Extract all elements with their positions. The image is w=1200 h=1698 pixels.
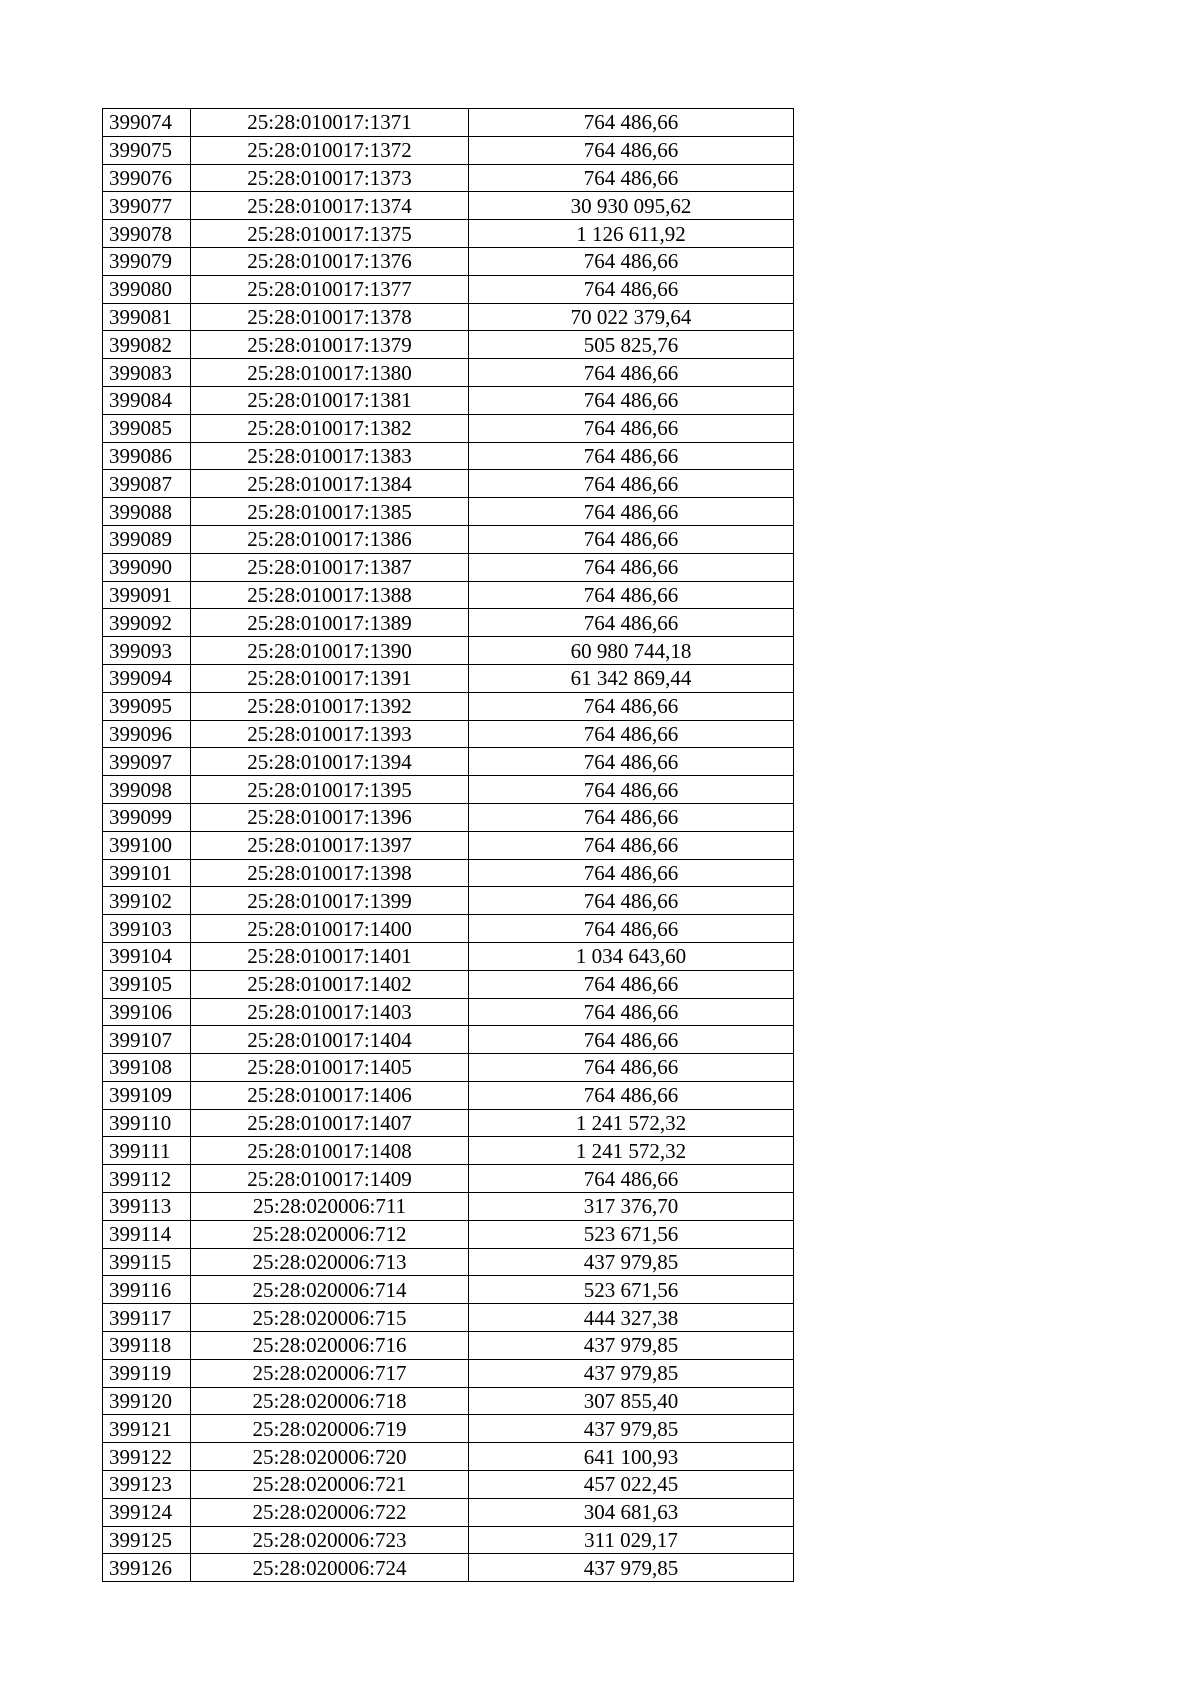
row-id-cell: 399126 xyxy=(103,1554,191,1582)
row-id-cell: 399074 xyxy=(103,109,191,137)
row-id-cell: 399100 xyxy=(103,831,191,859)
table-row xyxy=(103,164,794,192)
cadastral-value-cell: 764 486,66 xyxy=(469,859,794,887)
row-id-cell: 399080 xyxy=(103,275,191,303)
cadastral-number-cell: 25:28:020006:715 xyxy=(191,1304,469,1332)
row-id-cell: 399122 xyxy=(103,1443,191,1471)
table-row xyxy=(103,1220,794,1248)
cadastral-number-cell: 25:28:020006:711 xyxy=(191,1193,469,1221)
cadastral-value-cell: 764 486,66 xyxy=(469,776,794,804)
cadastral-number-cell: 25:28:010017:1405 xyxy=(191,1054,469,1082)
cadastral-value-cell: 764 486,66 xyxy=(469,581,794,609)
cadastral-number-cell: 25:28:010017:1380 xyxy=(191,359,469,387)
row-id-cell: 399118 xyxy=(103,1332,191,1360)
cadastral-number-cell: 25:28:020006:721 xyxy=(191,1471,469,1499)
cadastral-number-cell: 25:28:010017:1378 xyxy=(191,303,469,331)
row-id-cell: 399097 xyxy=(103,748,191,776)
cadastral-value-cell: 437 979,85 xyxy=(469,1248,794,1276)
table-row xyxy=(103,1193,794,1221)
cadastral-value-cell: 764 486,66 xyxy=(469,275,794,303)
row-id-cell: 399101 xyxy=(103,859,191,887)
cadastral-value-cell: 437 979,85 xyxy=(469,1554,794,1582)
cadastral-number-cell: 25:28:010017:1371 xyxy=(191,109,469,137)
cadastral-value-cell: 764 486,66 xyxy=(469,247,794,275)
cadastral-number-cell: 25:28:010017:1395 xyxy=(191,776,469,804)
cadastral-value-cell: 764 486,66 xyxy=(469,164,794,192)
row-id-cell: 399079 xyxy=(103,247,191,275)
row-id-cell: 399108 xyxy=(103,1054,191,1082)
table-row xyxy=(103,831,794,859)
row-id-cell: 399116 xyxy=(103,1276,191,1304)
cadastral-value-cell: 764 486,66 xyxy=(469,498,794,526)
cadastral-number-cell: 25:28:010017:1374 xyxy=(191,192,469,220)
table-row xyxy=(103,442,794,470)
table-row xyxy=(103,109,794,137)
table-row xyxy=(103,887,794,915)
row-id-cell: 399092 xyxy=(103,609,191,637)
cadastral-number-cell: 25:28:010017:1397 xyxy=(191,831,469,859)
row-id-cell: 399082 xyxy=(103,331,191,359)
table-row xyxy=(103,220,794,248)
cadastral-number-cell: 25:28:010017:1399 xyxy=(191,887,469,915)
cadastral-number-cell: 25:28:010017:1396 xyxy=(191,803,469,831)
cadastral-value-cell: 437 979,85 xyxy=(469,1359,794,1387)
table-row xyxy=(103,553,794,581)
row-id-cell: 399088 xyxy=(103,498,191,526)
table-row xyxy=(103,1471,794,1499)
row-id-cell: 399102 xyxy=(103,887,191,915)
row-id-cell: 399119 xyxy=(103,1359,191,1387)
cadastral-number-cell: 25:28:020006:718 xyxy=(191,1387,469,1415)
cadastral-value-cell: 457 022,45 xyxy=(469,1471,794,1499)
cadastral-number-cell: 25:28:010017:1381 xyxy=(191,386,469,414)
cadastral-value-cell: 764 486,66 xyxy=(469,1081,794,1109)
row-id-cell: 399094 xyxy=(103,664,191,692)
cadastral-number-cell: 25:28:010017:1400 xyxy=(191,915,469,943)
table-row xyxy=(103,581,794,609)
table-row xyxy=(103,637,794,665)
table-body xyxy=(103,109,794,1582)
cadastral-value-cell: 641 100,93 xyxy=(469,1443,794,1471)
cadastral-value-cell: 764 486,66 xyxy=(469,1165,794,1193)
table-row xyxy=(103,1165,794,1193)
cadastral-value-cell: 764 486,66 xyxy=(469,692,794,720)
cadastral-number-cell: 25:28:010017:1388 xyxy=(191,581,469,609)
table-row xyxy=(103,1054,794,1082)
cadastral-value-cell: 764 486,66 xyxy=(469,970,794,998)
cadastral-number-cell: 25:28:010017:1373 xyxy=(191,164,469,192)
cadastral-value-cell: 444 327,38 xyxy=(469,1304,794,1332)
row-id-cell: 399083 xyxy=(103,359,191,387)
row-id-cell: 399078 xyxy=(103,220,191,248)
row-id-cell: 399117 xyxy=(103,1304,191,1332)
cadastral-number-cell: 25:28:010017:1376 xyxy=(191,247,469,275)
cadastral-number-cell: 25:28:020006:716 xyxy=(191,1332,469,1360)
cadastral-value-cell: 1 034 643,60 xyxy=(469,942,794,970)
cadastral-value-cell: 1 126 611,92 xyxy=(469,220,794,248)
cadastral-value-cell: 70 022 379,64 xyxy=(469,303,794,331)
cadastral-value-cell: 61 342 869,44 xyxy=(469,664,794,692)
cadastral-number-cell: 25:28:010017:1379 xyxy=(191,331,469,359)
cadastral-number-cell: 25:28:010017:1375 xyxy=(191,220,469,248)
cadastral-value-cell: 764 486,66 xyxy=(469,915,794,943)
cadastral-number-cell: 25:28:010017:1403 xyxy=(191,998,469,1026)
table-row xyxy=(103,1443,794,1471)
cadastral-number-cell: 25:28:020006:722 xyxy=(191,1498,469,1526)
row-id-cell: 399096 xyxy=(103,720,191,748)
cadastral-number-cell: 25:28:010017:1404 xyxy=(191,1026,469,1054)
cadastral-number-cell: 25:28:010017:1408 xyxy=(191,1137,469,1165)
cadastral-number-cell: 25:28:010017:1385 xyxy=(191,498,469,526)
table-row xyxy=(103,1415,794,1443)
row-id-cell: 399081 xyxy=(103,303,191,331)
row-id-cell: 399123 xyxy=(103,1471,191,1499)
row-id-cell: 399087 xyxy=(103,470,191,498)
cadastral-value-cell: 764 486,66 xyxy=(469,1054,794,1082)
row-id-cell: 399124 xyxy=(103,1498,191,1526)
cadastral-value-cell: 437 979,85 xyxy=(469,1415,794,1443)
cadastral-number-cell: 25:28:020006:714 xyxy=(191,1276,469,1304)
cadastral-value-cell: 505 825,76 xyxy=(469,331,794,359)
cadastral-number-cell: 25:28:010017:1382 xyxy=(191,414,469,442)
table-row xyxy=(103,942,794,970)
cadastral-value-cell: 311 029,17 xyxy=(469,1526,794,1554)
row-id-cell: 399095 xyxy=(103,692,191,720)
cadastral-number-cell: 25:28:010017:1372 xyxy=(191,136,469,164)
row-id-cell: 399089 xyxy=(103,525,191,553)
row-id-cell: 399125 xyxy=(103,1526,191,1554)
table-row xyxy=(103,359,794,387)
row-id-cell: 399113 xyxy=(103,1193,191,1221)
cadastral-number-cell: 25:28:020006:720 xyxy=(191,1443,469,1471)
row-id-cell: 399109 xyxy=(103,1081,191,1109)
row-id-cell: 399110 xyxy=(103,1109,191,1137)
cadastral-value-cell: 1 241 572,32 xyxy=(469,1109,794,1137)
cadastral-value-cell: 764 486,66 xyxy=(469,553,794,581)
row-id-cell: 399098 xyxy=(103,776,191,804)
row-id-cell: 399105 xyxy=(103,970,191,998)
table-row xyxy=(103,998,794,1026)
cadastral-number-cell: 25:28:020006:724 xyxy=(191,1554,469,1582)
table-row xyxy=(103,748,794,776)
cadastral-value-cell: 764 486,66 xyxy=(469,831,794,859)
table-row xyxy=(103,247,794,275)
table-row xyxy=(103,1248,794,1276)
table-row xyxy=(103,1554,794,1582)
cadastral-number-cell: 25:28:010017:1394 xyxy=(191,748,469,776)
table-row xyxy=(103,1276,794,1304)
cadastral-value-cell: 764 486,66 xyxy=(469,525,794,553)
row-id-cell: 399084 xyxy=(103,386,191,414)
cadastral-number-cell: 25:28:010017:1406 xyxy=(191,1081,469,1109)
cadastral-number-cell: 25:28:010017:1384 xyxy=(191,470,469,498)
table-row xyxy=(103,1026,794,1054)
table-row xyxy=(103,970,794,998)
table-row xyxy=(103,275,794,303)
cadastral-number-cell: 25:28:010017:1387 xyxy=(191,553,469,581)
cadastral-value-cell: 30 930 095,62 xyxy=(469,192,794,220)
row-id-cell: 399120 xyxy=(103,1387,191,1415)
row-id-cell: 399107 xyxy=(103,1026,191,1054)
cadastral-value-cell: 764 486,66 xyxy=(469,136,794,164)
cadastral-value-cell: 764 486,66 xyxy=(469,720,794,748)
table-row xyxy=(103,470,794,498)
table-row xyxy=(103,1109,794,1137)
cadastral-number-cell: 25:28:020006:723 xyxy=(191,1526,469,1554)
cadastral-value-cell: 523 671,56 xyxy=(469,1276,794,1304)
cadastral-number-cell: 25:28:020006:719 xyxy=(191,1415,469,1443)
cadastral-value-cell: 764 486,66 xyxy=(469,109,794,137)
cadastral-value-cell: 764 486,66 xyxy=(469,1026,794,1054)
row-id-cell: 399076 xyxy=(103,164,191,192)
row-id-cell: 399104 xyxy=(103,942,191,970)
row-id-cell: 399091 xyxy=(103,581,191,609)
cadastral-value-cell: 764 486,66 xyxy=(469,748,794,776)
cadastral-number-cell: 25:28:010017:1377 xyxy=(191,275,469,303)
cadastral-value-cell: 307 855,40 xyxy=(469,1387,794,1415)
table-row xyxy=(103,331,794,359)
table-row xyxy=(103,192,794,220)
row-id-cell: 399090 xyxy=(103,553,191,581)
row-id-cell: 399112 xyxy=(103,1165,191,1193)
table-row xyxy=(103,1081,794,1109)
table-row xyxy=(103,776,794,804)
row-id-cell: 399114 xyxy=(103,1220,191,1248)
cadastral-value-cell: 764 486,66 xyxy=(469,442,794,470)
cadastral-number-cell: 25:28:020006:713 xyxy=(191,1248,469,1276)
cadastral-value-table xyxy=(102,108,794,1582)
row-id-cell: 399086 xyxy=(103,442,191,470)
table-row xyxy=(103,303,794,331)
cadastral-number-cell: 25:28:010017:1391 xyxy=(191,664,469,692)
row-id-cell: 399121 xyxy=(103,1415,191,1443)
cadastral-value-cell: 437 979,85 xyxy=(469,1332,794,1360)
table-row xyxy=(103,1526,794,1554)
cadastral-value-cell: 317 376,70 xyxy=(469,1193,794,1221)
row-id-cell: 399085 xyxy=(103,414,191,442)
table-row xyxy=(103,915,794,943)
cadastral-number-cell: 25:28:020006:717 xyxy=(191,1359,469,1387)
table-row xyxy=(103,1137,794,1165)
cadastral-number-cell: 25:28:010017:1401 xyxy=(191,942,469,970)
table-row xyxy=(103,803,794,831)
table-row xyxy=(103,1387,794,1415)
table-row xyxy=(103,136,794,164)
table-row xyxy=(103,1498,794,1526)
cadastral-value-cell: 304 681,63 xyxy=(469,1498,794,1526)
cadastral-value-cell: 764 486,66 xyxy=(469,998,794,1026)
table-row xyxy=(103,386,794,414)
table-row xyxy=(103,692,794,720)
row-id-cell: 399103 xyxy=(103,915,191,943)
cadastral-number-cell: 25:28:010017:1393 xyxy=(191,720,469,748)
row-id-cell: 399093 xyxy=(103,637,191,665)
cadastral-value-cell: 60 980 744,18 xyxy=(469,637,794,665)
cadastral-value-cell: 764 486,66 xyxy=(469,359,794,387)
row-id-cell: 399077 xyxy=(103,192,191,220)
cadastral-number-cell: 25:28:010017:1398 xyxy=(191,859,469,887)
row-id-cell: 399111 xyxy=(103,1137,191,1165)
table-row xyxy=(103,609,794,637)
row-id-cell: 399106 xyxy=(103,998,191,1026)
cadastral-number-cell: 25:28:010017:1390 xyxy=(191,637,469,665)
table-row xyxy=(103,859,794,887)
cadastral-value-cell: 764 486,66 xyxy=(469,414,794,442)
cadastral-number-cell: 25:28:010017:1409 xyxy=(191,1165,469,1193)
row-id-cell: 399075 xyxy=(103,136,191,164)
cadastral-number-cell: 25:28:010017:1392 xyxy=(191,692,469,720)
table-row xyxy=(103,1304,794,1332)
cadastral-number-cell: 25:28:020006:712 xyxy=(191,1220,469,1248)
cadastral-value-cell: 1 241 572,32 xyxy=(469,1137,794,1165)
table-row xyxy=(103,498,794,526)
table-row xyxy=(103,1359,794,1387)
cadastral-number-cell: 25:28:010017:1383 xyxy=(191,442,469,470)
table-row xyxy=(103,414,794,442)
cadastral-number-cell: 25:28:010017:1389 xyxy=(191,609,469,637)
cadastral-number-cell: 25:28:010017:1407 xyxy=(191,1109,469,1137)
row-id-cell: 399099 xyxy=(103,803,191,831)
row-id-cell: 399115 xyxy=(103,1248,191,1276)
table-row xyxy=(103,664,794,692)
cadastral-value-cell: 764 486,66 xyxy=(469,609,794,637)
table-row xyxy=(103,1332,794,1360)
cadastral-value-cell: 764 486,66 xyxy=(469,887,794,915)
cadastral-number-cell: 25:28:010017:1386 xyxy=(191,525,469,553)
table-row xyxy=(103,525,794,553)
cadastral-value-cell: 523 671,56 xyxy=(469,1220,794,1248)
cadastral-value-cell: 764 486,66 xyxy=(469,470,794,498)
cadastral-value-cell: 764 486,66 xyxy=(469,803,794,831)
table-row xyxy=(103,720,794,748)
cadastral-number-cell: 25:28:010017:1402 xyxy=(191,970,469,998)
cadastral-value-cell: 764 486,66 xyxy=(469,386,794,414)
